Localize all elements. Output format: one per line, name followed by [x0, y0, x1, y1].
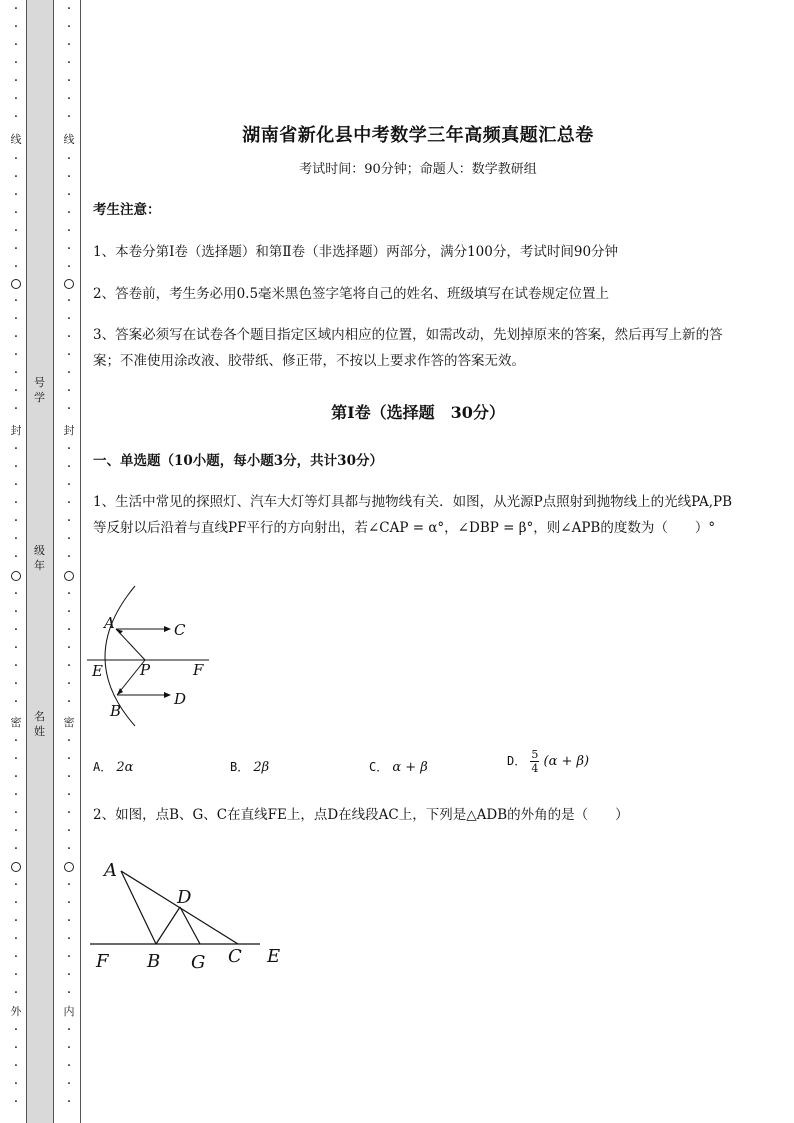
choice-a[interactable]: A． 2α: [93, 760, 134, 775]
choice-c-value: α + β: [392, 760, 428, 775]
choice-b[interactable]: B． 2β: [230, 760, 270, 775]
binding-circle: [11, 571, 21, 581]
segment-dg: [180, 907, 200, 944]
binding-mark-secret: 密: [8, 716, 24, 730]
binding-mark-inner: 内: [61, 1005, 77, 1019]
question-1-choices: [93, 748, 743, 784]
grade-label: 级 年: [34, 544, 45, 572]
binding-mark-line: 线: [8, 133, 24, 147]
choice-b-value: 2β: [253, 760, 270, 775]
label-e: E: [267, 946, 281, 967]
label-a: A: [104, 860, 117, 881]
binding-mark-outer: 外: [8, 1005, 24, 1019]
arrowhead: [164, 692, 171, 698]
binding-mark-seal: 封: [61, 424, 77, 438]
choice-d[interactable]: D． $\frac{5}{4}$ (α + β): [507, 748, 590, 775]
binding-band: [26, 0, 53, 1123]
band-border-right: [53, 0, 54, 1123]
section-title: 第I卷（选择题 30分）: [331, 403, 505, 422]
binding-circle: [64, 571, 74, 581]
question-1-figure: [83, 582, 213, 730]
binding-mark-line: 线: [61, 133, 77, 147]
choice-d-value: (α + β): [543, 754, 590, 769]
part-heading: 一、单选题（10小题，每小题3分，共计30分）: [93, 453, 383, 469]
label-f: F: [96, 951, 109, 972]
label-b: B: [147, 951, 161, 972]
segment-db: [156, 907, 180, 944]
binding-circle: [11, 279, 21, 289]
exam-subtitle: 考试时间：90分钟；命题人：数学教研组: [299, 162, 537, 177]
choice-c[interactable]: C． α + β: [369, 760, 428, 775]
question-2-figure: [90, 856, 290, 972]
binding-mark-seal: 封: [8, 424, 24, 438]
label-g: G: [191, 952, 206, 972]
label-b: B: [110, 702, 122, 720]
arrowhead: [164, 626, 171, 632]
name-label: 名 姓: [34, 710, 45, 738]
binding-border: [80, 0, 81, 1123]
binding-circle: [64, 862, 74, 872]
label-d: D: [174, 690, 187, 708]
notice-item: 2、答卷前，考生务必用0.5毫米黑色签字笔将自己的姓名、班级填写在试卷规定位置上: [93, 286, 610, 302]
label-e: E: [92, 662, 103, 680]
question-1-text: 1、生活中常见的探照灯、汽车大灯等灯具都与抛物线有关．如图，从光源P点照射到抛物线上的光线PA,PB等反射以后沿着与直线PF平行的方向射出，若∠CAP = α°，∠DBP = β°，则∠APB的度数为（ ）°: [93, 494, 733, 536]
binding-dotted-line-outer: · · · · · · · 线 · · · · · · · · · · · · · · 封 · · · · · · · · · · · · · · 密 · · · · · · · · · · · · · · 外 · · · · ·: [11, 0, 21, 1123]
label-a: A: [104, 614, 115, 632]
band-border-left: [26, 0, 27, 1123]
binding-circle: [64, 279, 74, 289]
student-number-label: 号 学: [34, 376, 45, 404]
binding-dotted-line-inner: · · · · · · · 线 · · · · · · · · · · · · · · 封 · · · · · · · · · · · · · · 密 · · · · · · · · · · · · · · 内 · · · · ·: [64, 0, 74, 1123]
notice-item: 1、本卷分第I卷（选择题）和第Ⅱ卷（非选择题）两部分，满分100分，考试时间90分钟: [93, 244, 619, 260]
exam-title: 湖南省新化县中考数学三年高频真题汇总卷: [242, 125, 594, 146]
label-p: P: [140, 661, 151, 679]
binding-mark-secret: 密: [61, 716, 77, 730]
label-f: F: [193, 661, 204, 679]
choice-d-fraction: $\frac{5}{4}$: [531, 748, 539, 775]
label-d: D: [177, 887, 192, 908]
label-c: C: [174, 621, 186, 639]
arrowhead: [116, 629, 123, 634]
notice-item: 3、答案必须写在试卷各个题目指定区域内相应的位置，如需改动，先划掉原来的答案，然后再写上新的答案；不准使用涂改液、胶带纸、修正带，不按以上要求作答的答案无效。: [93, 327, 723, 369]
choice-a-value: 2α: [116, 760, 134, 775]
binding-circle: [11, 862, 21, 872]
question-2-text: 2、如图，点B、G、C在直线FE上，点D在线段AC上，下列是△ADB的外角的是（ ）: [93, 807, 629, 823]
label-c: C: [228, 946, 242, 967]
notice-heading: 考生注意：: [93, 202, 161, 218]
ray-pa: [116, 629, 145, 660]
